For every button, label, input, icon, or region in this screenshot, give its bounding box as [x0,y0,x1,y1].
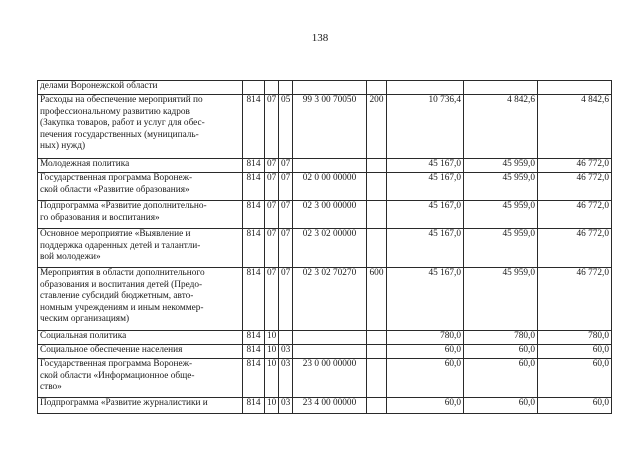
gr-code-cell: 814 [243,201,265,229]
amount-year3-cell [538,81,612,95]
table-row [38,81,612,95]
row-name-cell: Государственная программа Воронеж- ской области «Развитие образования» [38,173,243,201]
rz-code-cell: 07 [265,95,279,159]
gr-code-cell: 814 [243,359,265,398]
table-row [38,95,612,159]
amount-year3-cell: 46 772,0 [538,173,612,201]
vr-code-cell: 600 [367,268,387,331]
row-name-cell: Основное мероприятие «Выявление и поддержка одаренных детей и талантли- вой молодежи» [38,229,243,268]
row-name-cell: делами Воронежской области [38,81,243,95]
pr-code-cell: 03 [279,359,293,398]
gr-code-cell: 814 [243,331,265,345]
vr-code-cell [367,331,387,345]
gr-code-cell: 814 [243,159,265,173]
amount-year3-cell: 46 772,0 [538,201,612,229]
amount-year3-cell: 60,0 [538,398,612,414]
csr-code-cell: 23 4 00 00000 [293,398,367,414]
vr-code-cell [367,173,387,201]
row-name-cell: Социальное обеспечение населения [38,345,243,359]
gr-code-cell: 814 [243,95,265,159]
table-row [38,159,612,173]
csr-code-cell: 02 3 02 00000 [293,229,367,268]
table-row [38,229,612,268]
page-number: 138 [311,32,329,44]
vr-code-cell [367,359,387,398]
row-name-cell: Молодежная политика [38,159,243,173]
amount-year1-cell: 45 167,0 [387,173,464,201]
rz-code-cell: 07 [265,229,279,268]
gr-code-cell: 814 [243,345,265,359]
vr-code-cell [367,81,387,95]
rz-code-cell: 07 [265,201,279,229]
table-row [38,268,612,331]
rz-code-cell: 07 [265,173,279,201]
row-name-cell: Мероприятия в области дополнительного образования и воспитания детей (Предо- ставление субсидий бюджетным, авто- номным учреждениям и иным некоммер- ческим организациям) [38,268,243,331]
table-row [38,173,612,201]
gr-code-cell: 814 [243,268,265,331]
csr-code-cell [293,81,367,95]
amount-year2-cell: 45 959,0 [464,159,538,173]
rz-code-cell [265,81,279,95]
gr-code-cell: 814 [243,173,265,201]
pr-code-cell [279,81,293,95]
csr-code-cell: 02 0 00 00000 [293,173,367,201]
rz-code-cell: 10 [265,398,279,414]
table-row [38,331,612,345]
rz-code-cell: 07 [265,159,279,173]
gr-code-cell [243,81,265,95]
amount-year2-cell: 45 959,0 [464,173,538,201]
amount-year2-cell: 45 959,0 [464,201,538,229]
rz-code-cell: 10 [265,359,279,398]
amount-year2-cell: 60,0 [464,398,538,414]
amount-year2-cell: 60,0 [464,359,538,398]
amount-year2-cell: 780,0 [464,331,538,345]
vr-code-cell [367,159,387,173]
gr-code-cell: 814 [243,229,265,268]
amount-year1-cell: 60,0 [387,398,464,414]
amount-year1-cell: 60,0 [387,345,464,359]
amount-year1-cell: 10 736,4 [387,95,464,159]
csr-code-cell: 02 3 00 00000 [293,201,367,229]
table-row [38,201,612,229]
row-name-cell: Расходы на обеспечение мероприятий по профессиональному развитию кадров (Закупка товаров, работ и услуг для обес- печения государственных (муниципаль- ных) нужд) [38,95,243,159]
amount-year1-cell: 780,0 [387,331,464,345]
pr-code-cell: 03 [279,345,293,359]
pr-code-cell: 07 [279,201,293,229]
csr-code-cell: 23 0 00 00000 [293,359,367,398]
rz-code-cell: 07 [265,268,279,331]
vr-code-cell [367,345,387,359]
amount-year1-cell: 45 167,0 [387,201,464,229]
row-name-cell: Государственная программа Воронеж- ской области «Информационное обще- ство» [38,359,243,398]
amount-year3-cell: 46 772,0 [538,229,612,268]
amount-year1-cell: 60,0 [387,359,464,398]
amount-year1-cell [387,81,464,95]
pr-code-cell: 07 [279,159,293,173]
vr-code-cell [367,201,387,229]
csr-code-cell: 99 3 00 70050 [293,95,367,159]
amount-year3-cell: 780,0 [538,331,612,345]
pr-code-cell: 07 [279,173,293,201]
amount-year2-cell: 60,0 [464,345,538,359]
vr-code-cell [367,229,387,268]
csr-code-cell: 02 3 02 70270 [293,268,367,331]
pr-code-cell: 07 [279,268,293,331]
amount-year3-cell: 60,0 [538,359,612,398]
pr-code-cell: 07 [279,229,293,268]
gr-code-cell: 814 [243,398,265,414]
table-row [38,398,612,414]
row-name-cell: Подпрограмма «Развитие журналистики и [38,398,243,414]
pr-code-cell: 05 [279,95,293,159]
amount-year3-cell: 4 842,6 [538,95,612,159]
csr-code-cell [293,345,367,359]
amount-year3-cell: 46 772,0 [538,268,612,331]
amount-year1-cell: 45 167,0 [387,159,464,173]
csr-code-cell [293,331,367,345]
table-row [38,345,612,359]
budget-table [37,80,612,414]
table-row [38,359,612,398]
vr-code-cell: 200 [367,95,387,159]
csr-code-cell [293,159,367,173]
amount-year3-cell: 60,0 [538,345,612,359]
rz-code-cell: 10 [265,331,279,345]
pr-code-cell: 03 [279,398,293,414]
rz-code-cell: 10 [265,345,279,359]
amount-year1-cell: 45 167,0 [387,268,464,331]
amount-year1-cell: 45 167,0 [387,229,464,268]
table-body [38,81,612,414]
amount-year3-cell: 46 772,0 [538,159,612,173]
amount-year2-cell: 45 959,0 [464,229,538,268]
row-name-cell: Подпрограмма «Развитие дополнительно- го образования и воспитания» [38,201,243,229]
amount-year2-cell: 4 842,6 [464,95,538,159]
amount-year2-cell: 45 959,0 [464,268,538,331]
vr-code-cell [367,398,387,414]
amount-year2-cell [464,81,538,95]
pr-code-cell [279,331,293,345]
row-name-cell: Социальная политика [38,331,243,345]
